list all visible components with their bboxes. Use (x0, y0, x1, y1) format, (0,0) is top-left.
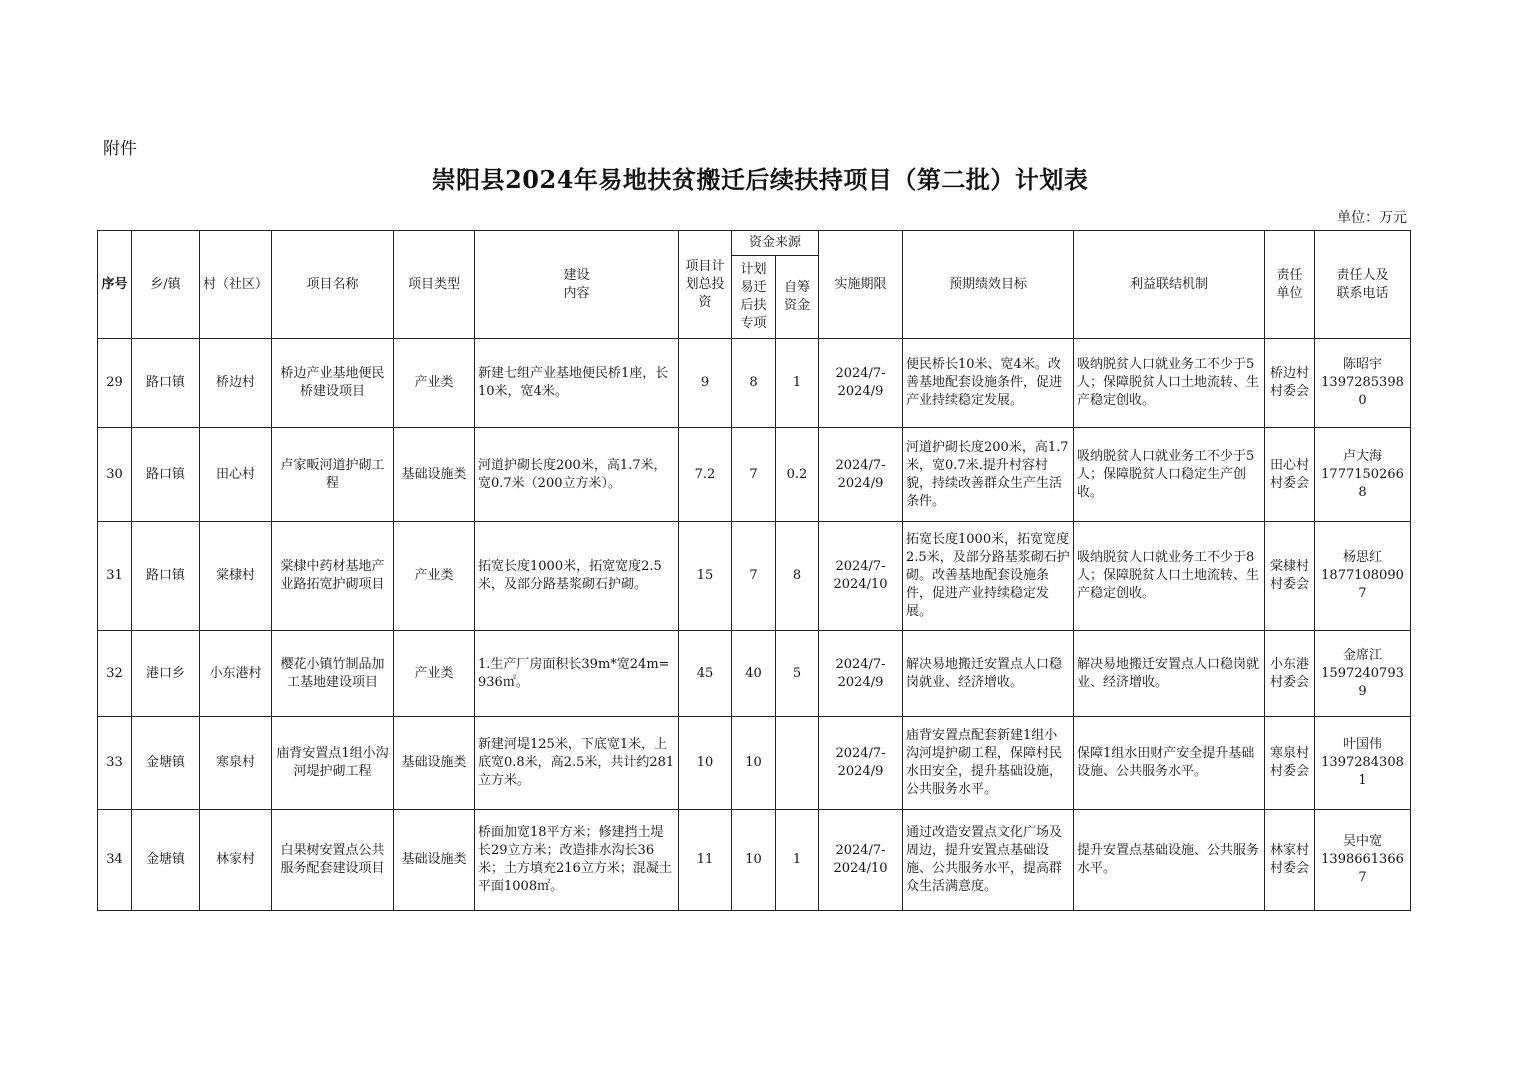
cell-goal: 解决易地搬迁安置点人口稳岗就业、经济增收。 (903, 631, 1074, 717)
header-unit: 责任 单位 (1265, 231, 1315, 339)
cell-period: 2024/7- 2024/9 (819, 717, 903, 810)
cell-unit: 桥边村村委会 (1265, 339, 1315, 428)
cell-self: 8 (776, 522, 819, 631)
cell-period: 2024/7- 2024/9 (819, 631, 903, 717)
cell-goal: 便民桥长10米、宽4米。改善基地配套设施条件，促进产业持续稳定发展。 (903, 339, 1074, 428)
header-fund-source: 资金来源 (732, 231, 819, 256)
cell-self: 1 (776, 339, 819, 428)
table-row (98, 810, 1411, 911)
cell-content: 新建河堤125米，下底宽1米，上底宽0.8米，高2.5米，共计约281立方米。 (475, 717, 679, 810)
cell-contact: 卢大海 17771502668 (1315, 428, 1411, 522)
cell-name: 樱花小镇竹制品加工基地建设项目 (272, 631, 394, 717)
cell-content: 1.生产厂房面积长39m*宽24m=936㎡。 (475, 631, 679, 717)
cell-town: 路口镇 (132, 522, 200, 631)
header-row (98, 231, 1411, 256)
header-period: 实施期限 (819, 231, 903, 339)
cell-type: 产业类 (394, 339, 475, 428)
cell-type: 产业类 (394, 631, 475, 717)
header-goal: 预期绩效目标 (903, 231, 1074, 339)
cell-contact: 吴中宽 13986613667 (1315, 810, 1411, 911)
cell-type: 基础设施类 (394, 717, 475, 810)
cell-town: 路口镇 (132, 339, 200, 428)
cell-plan: 40 (732, 631, 776, 717)
cell-content: 拓宽长度1000米，拓宽宽度2.5米，及部分路基浆砌石护砌。 (475, 522, 679, 631)
cell-self (776, 717, 819, 810)
cell-name: 白果树安置点公共服务配套建设项目 (272, 810, 394, 911)
cell-seq: 31 (98, 522, 132, 631)
cell-goal: 河道护砌长度200米，高1.7米，宽0.7米.提升村容村貌，持续改善群众生产生活条件。 (903, 428, 1074, 522)
cell-town: 路口镇 (132, 428, 200, 522)
cell-total: 45 (679, 631, 732, 717)
cell-seq: 33 (98, 717, 132, 810)
cell-period: 2024/7- 2024/9 (819, 428, 903, 522)
cell-period: 2024/7- 2024/9 (819, 339, 903, 428)
cell-village: 桥边村 (200, 339, 272, 428)
table-row (98, 522, 1411, 631)
cell-benefit: 吸纳脱贫人口就业务工不少于8人；保障脱贫人口土地流转、生产稳定创收。 (1074, 522, 1265, 631)
cell-seq: 34 (98, 810, 132, 911)
table-row (98, 717, 1411, 810)
attachment-label: 附件 (103, 139, 137, 159)
header-village: 村（社区） (200, 231, 272, 339)
cell-content: 桥面加宽18平方米；修建挡土堤长29立方米；改造排水沟长36米；土方填充216立方米；混凝土平面1008㎡。 (475, 810, 679, 911)
cell-town: 金塘镇 (132, 810, 200, 911)
table-row (98, 339, 1411, 428)
header-plan-fund: 计划 易迁 后扶 专项 (732, 256, 776, 339)
table-row (98, 631, 1411, 717)
cell-benefit: 吸纳脱贫人口就业务工不少于5人；保障脱贫人口稳定生产创收。 (1074, 428, 1265, 522)
cell-unit: 林家村村委会 (1265, 810, 1315, 911)
cell-period: 2024/7- 2024/10 (819, 522, 903, 631)
cell-town: 港口乡 (132, 631, 200, 717)
header-content: 建设 内容 (475, 231, 679, 339)
cell-total: 9 (679, 339, 732, 428)
cell-contact: 杨思红 18771080907 (1315, 522, 1411, 631)
cell-period: 2024/7- 2024/10 (819, 810, 903, 911)
cell-plan: 10 (732, 717, 776, 810)
cell-name: 桥边产业基地便民桥建设项目 (272, 339, 394, 428)
page-title: 崇阳县2024年易地扶贫搬迁后续扶持项目（第二批）计划表 (431, 165, 1089, 194)
cell-goal: 通过改造安置点文化广场及周边，提升安置点基础设施、公共服务水平，提高群众生活满意度。 (903, 810, 1074, 911)
table-row (98, 428, 1411, 522)
header-self-fund: 自筹 资金 (776, 256, 819, 339)
cell-name: 棠棣中药材基地产业路拓宽护砌项目 (272, 522, 394, 631)
cell-total: 11 (679, 810, 732, 911)
cell-type: 基础设施类 (394, 810, 475, 911)
cell-benefit: 保障1组水田财产安全提升基础设施、公共服务水平。 (1074, 717, 1265, 810)
header-benefit: 利益联结机制 (1074, 231, 1265, 339)
cell-village: 田心村 (200, 428, 272, 522)
cell-contact: 叶国伟 13972843081 (1315, 717, 1411, 810)
cell-village: 棠棣村 (200, 522, 272, 631)
cell-content: 新建七组产业基地便民桥1座，长10米，宽4米。 (475, 339, 679, 428)
cell-village: 小东港村 (200, 631, 272, 717)
cell-total: 15 (679, 522, 732, 631)
header-contact: 责任人及 联系电话 (1315, 231, 1411, 339)
cell-seq: 30 (98, 428, 132, 522)
unit-label: 单位：万元 (1337, 210, 1407, 226)
cell-goal: 庙背安置点配套新建1组小沟河堤护砌工程，保障村民水田安全，提升基础设施，公共服务水平。 (903, 717, 1074, 810)
cell-unit: 小东港村委会 (1265, 631, 1315, 717)
header-type: 项目类型 (394, 231, 475, 339)
cell-type: 产业类 (394, 522, 475, 631)
cell-contact: 金席江 15972407939 (1315, 631, 1411, 717)
cell-seq: 29 (98, 339, 132, 428)
cell-goal: 拓宽长度1000米，拓宽宽度2.5米，及部分路基浆砌石护砌。改善基地配套设施条件，促进产业持续稳定发展。 (903, 522, 1074, 631)
cell-benefit: 解决易地搬迁安置点人口稳岗就业、经济增收。 (1074, 631, 1265, 717)
cell-unit: 棠棣村村委会 (1265, 522, 1315, 631)
cell-total: 7.2 (679, 428, 732, 522)
header-town: 乡/镇 (132, 231, 200, 339)
cell-self: 1 (776, 810, 819, 911)
cell-unit: 田心村村委会 (1265, 428, 1315, 522)
cell-seq: 32 (98, 631, 132, 717)
cell-content: 河道护砌长度200米，高1.7米，宽0.7米（200立方米）。 (475, 428, 679, 522)
header-seq: 序号 (98, 231, 132, 339)
cell-plan: 7 (732, 522, 776, 631)
header-name: 项目名称 (272, 231, 394, 339)
cell-village: 林家村 (200, 810, 272, 911)
cell-benefit: 吸纳脱贫人口就业务工不少于5人；保障脱贫人口土地流转、生产稳定创收。 (1074, 339, 1265, 428)
cell-self: 5 (776, 631, 819, 717)
cell-plan: 8 (732, 339, 776, 428)
cell-benefit: 提升安置点基础设施、公共服务水平。 (1074, 810, 1265, 911)
cell-type: 基础设施类 (394, 428, 475, 522)
cell-name: 庙背安置点1组小沟河堤护砌工程 (272, 717, 394, 810)
cell-unit: 寒泉村村委会 (1265, 717, 1315, 810)
cell-town: 金塘镇 (132, 717, 200, 810)
cell-village: 寒泉村 (200, 717, 272, 810)
cell-plan: 10 (732, 810, 776, 911)
plan-table (97, 230, 1411, 911)
cell-self: 0.2 (776, 428, 819, 522)
cell-contact: 陈昭宇 13972853980 (1315, 339, 1411, 428)
cell-total: 10 (679, 717, 732, 810)
cell-plan: 7 (732, 428, 776, 522)
cell-name: 卢家畈河道护砌工程 (272, 428, 394, 522)
header-total: 项目计 划总投 资 (679, 231, 732, 339)
